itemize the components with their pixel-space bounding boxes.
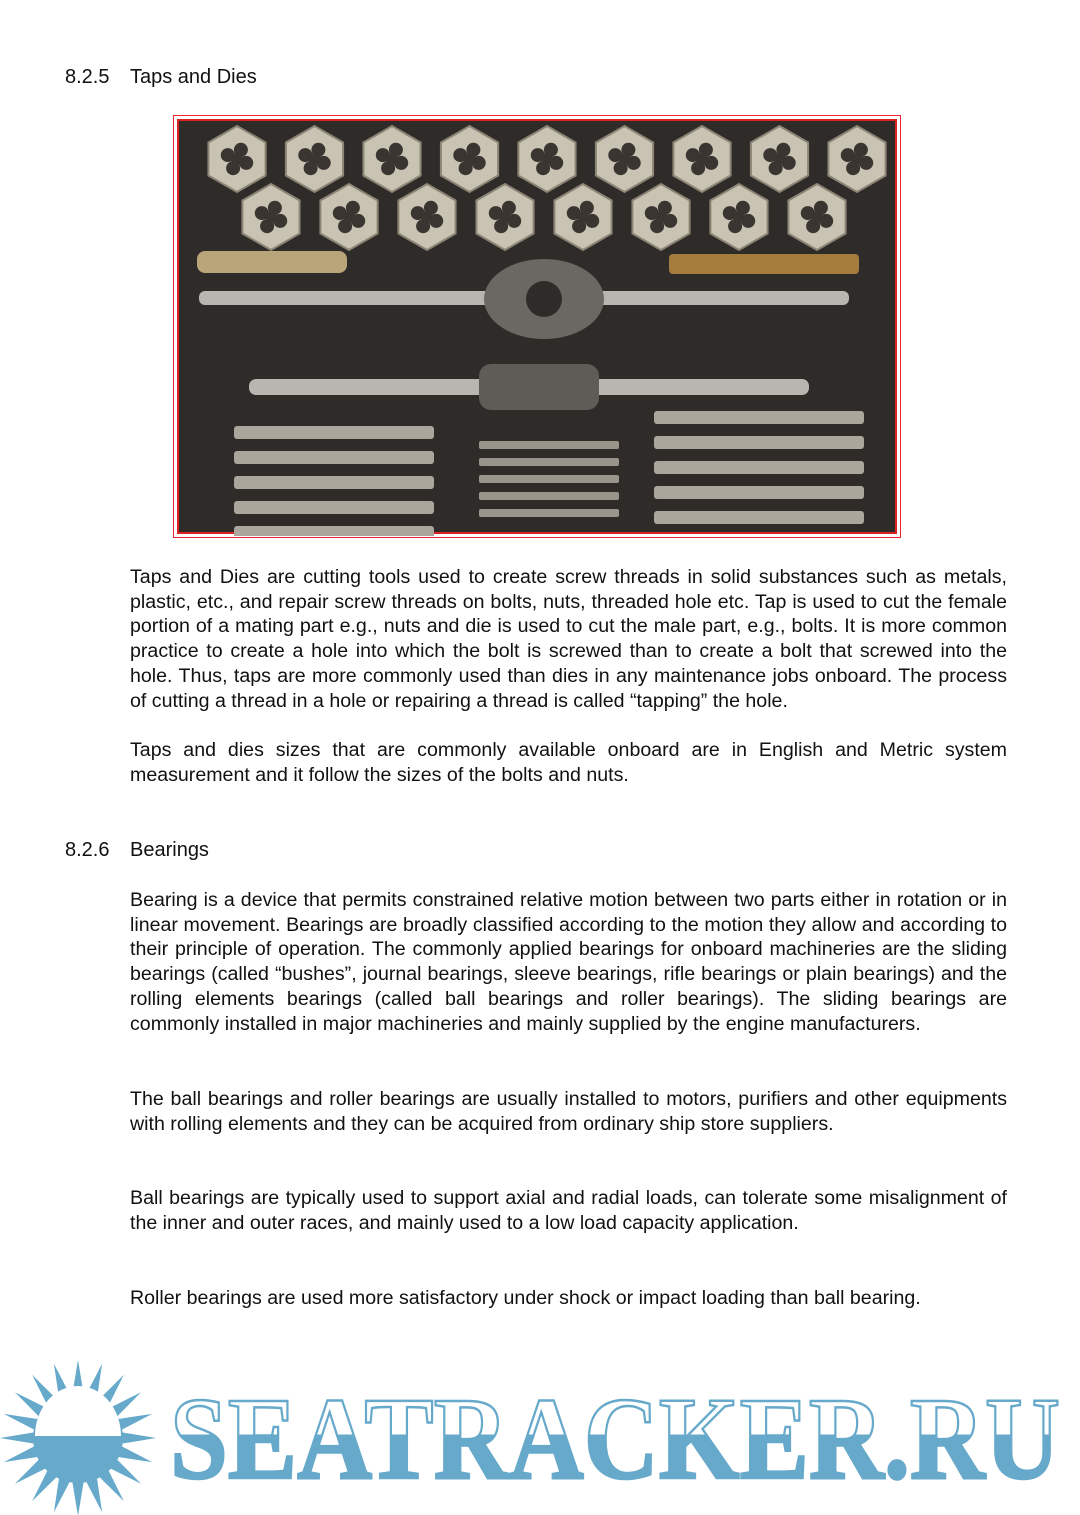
die-hole	[696, 153, 708, 165]
section-title: Taps and Dies	[130, 66, 257, 88]
tap	[234, 526, 434, 536]
sun-ray	[72, 1478, 85, 1515]
tap	[234, 426, 434, 439]
die-hole	[343, 211, 355, 223]
paragraph: Roller bearings are used more satisfactory under shock or impact loading than ball bearing.	[130, 1286, 1007, 1311]
die-hole	[655, 211, 667, 223]
die-hole	[577, 211, 589, 223]
section-number: 8.2.5	[65, 66, 130, 89]
paragraph: The ball bearings and roller bearings are usually installed to motors, purifiers and other equipments with rolling elements and they can be acquired from ordinary ship store suppliers.	[130, 1087, 1007, 1136]
die-hole	[733, 211, 745, 223]
die-hole	[811, 211, 823, 223]
watermark-text: SEATRACKER.RU	[170, 1373, 1060, 1504]
tap	[654, 486, 864, 499]
small-tap	[479, 458, 619, 466]
taps-dies-case-image	[179, 121, 899, 536]
sun-icon	[0, 1360, 156, 1515]
tap-wrench-body	[479, 364, 599, 410]
tap	[654, 436, 864, 449]
sun-ray	[0, 1432, 39, 1445]
die-hole	[499, 211, 511, 223]
tap	[654, 511, 864, 524]
sun-ray	[118, 1432, 157, 1445]
die-hole	[265, 211, 277, 223]
small-tap	[479, 509, 619, 517]
seatracker-watermark-logo	[0, 1355, 1080, 1515]
section-number: 8.2.6	[65, 839, 130, 862]
paragraph: Taps and dies sizes that are commonly available onboard are in English and Metric system measurement and it follow the sizes of the bolts and nuts.	[130, 738, 1007, 787]
tap	[234, 476, 434, 489]
die-hole	[386, 153, 398, 165]
die-hole	[851, 153, 863, 165]
taps-and-dies-set-photo	[173, 115, 901, 538]
tap	[234, 451, 434, 464]
section-heading-bearings	[65, 839, 209, 862]
screwdriver	[669, 254, 859, 274]
die-stock-hole	[526, 281, 562, 317]
tap	[654, 411, 864, 424]
die-hole	[774, 153, 786, 165]
paragraph: Taps and Dies are cutting tools used to create screw threads in solid substances such as metals, plastic, etc., and repair screw threads on bolts, nuts, threaded hole etc. Tap is used to cut the female portion of a mating part e.g., nuts and die is used to cut the male part, e.g., bolts. It is more common practice to create a hole into which the bolt is screwed than to create a bolt that screwed into the hole. Thus, taps are more commonly used than dies in any maintenance jobs onboard. The process of cutting a thread in a hole or repairing a thread is called “tapping” the hole.	[130, 565, 1007, 713]
tap	[654, 461, 864, 474]
die-hole	[231, 153, 243, 165]
plate	[197, 251, 347, 273]
die-hole	[541, 153, 553, 165]
tap	[234, 501, 434, 514]
small-tap	[479, 441, 619, 449]
section-heading-taps-and-dies	[65, 66, 257, 89]
small-tap	[479, 475, 619, 483]
die-hole	[421, 211, 433, 223]
die-hole	[309, 153, 321, 165]
small-tap	[479, 492, 619, 500]
die-hole	[464, 153, 476, 165]
paragraph: Bearing is a device that permits constrained relative motion between two parts either in rotation or in linear movement. Bearings are broadly classified according to the motion they allow and according to their principle of operation. The commonly applied bearings for onboard machineries are the sliding bearings (called “bushes”, journal bearings, sleeve bearings, rifle bearings or plain bearings) and the rolling elements bearings (called ball bearings and roller bearings). The sliding bearings are commonly installed in major machineries and mainly supplied by the engine manufacturers.	[130, 888, 1007, 1036]
die-hole	[619, 153, 631, 165]
paragraph: Ball bearings are typically used to support axial and radial loads, can tolerate some misalignment of the inner and outer races, and mainly used to a low load capacity application.	[130, 1186, 1007, 1235]
section-title: Bearings	[130, 839, 209, 861]
